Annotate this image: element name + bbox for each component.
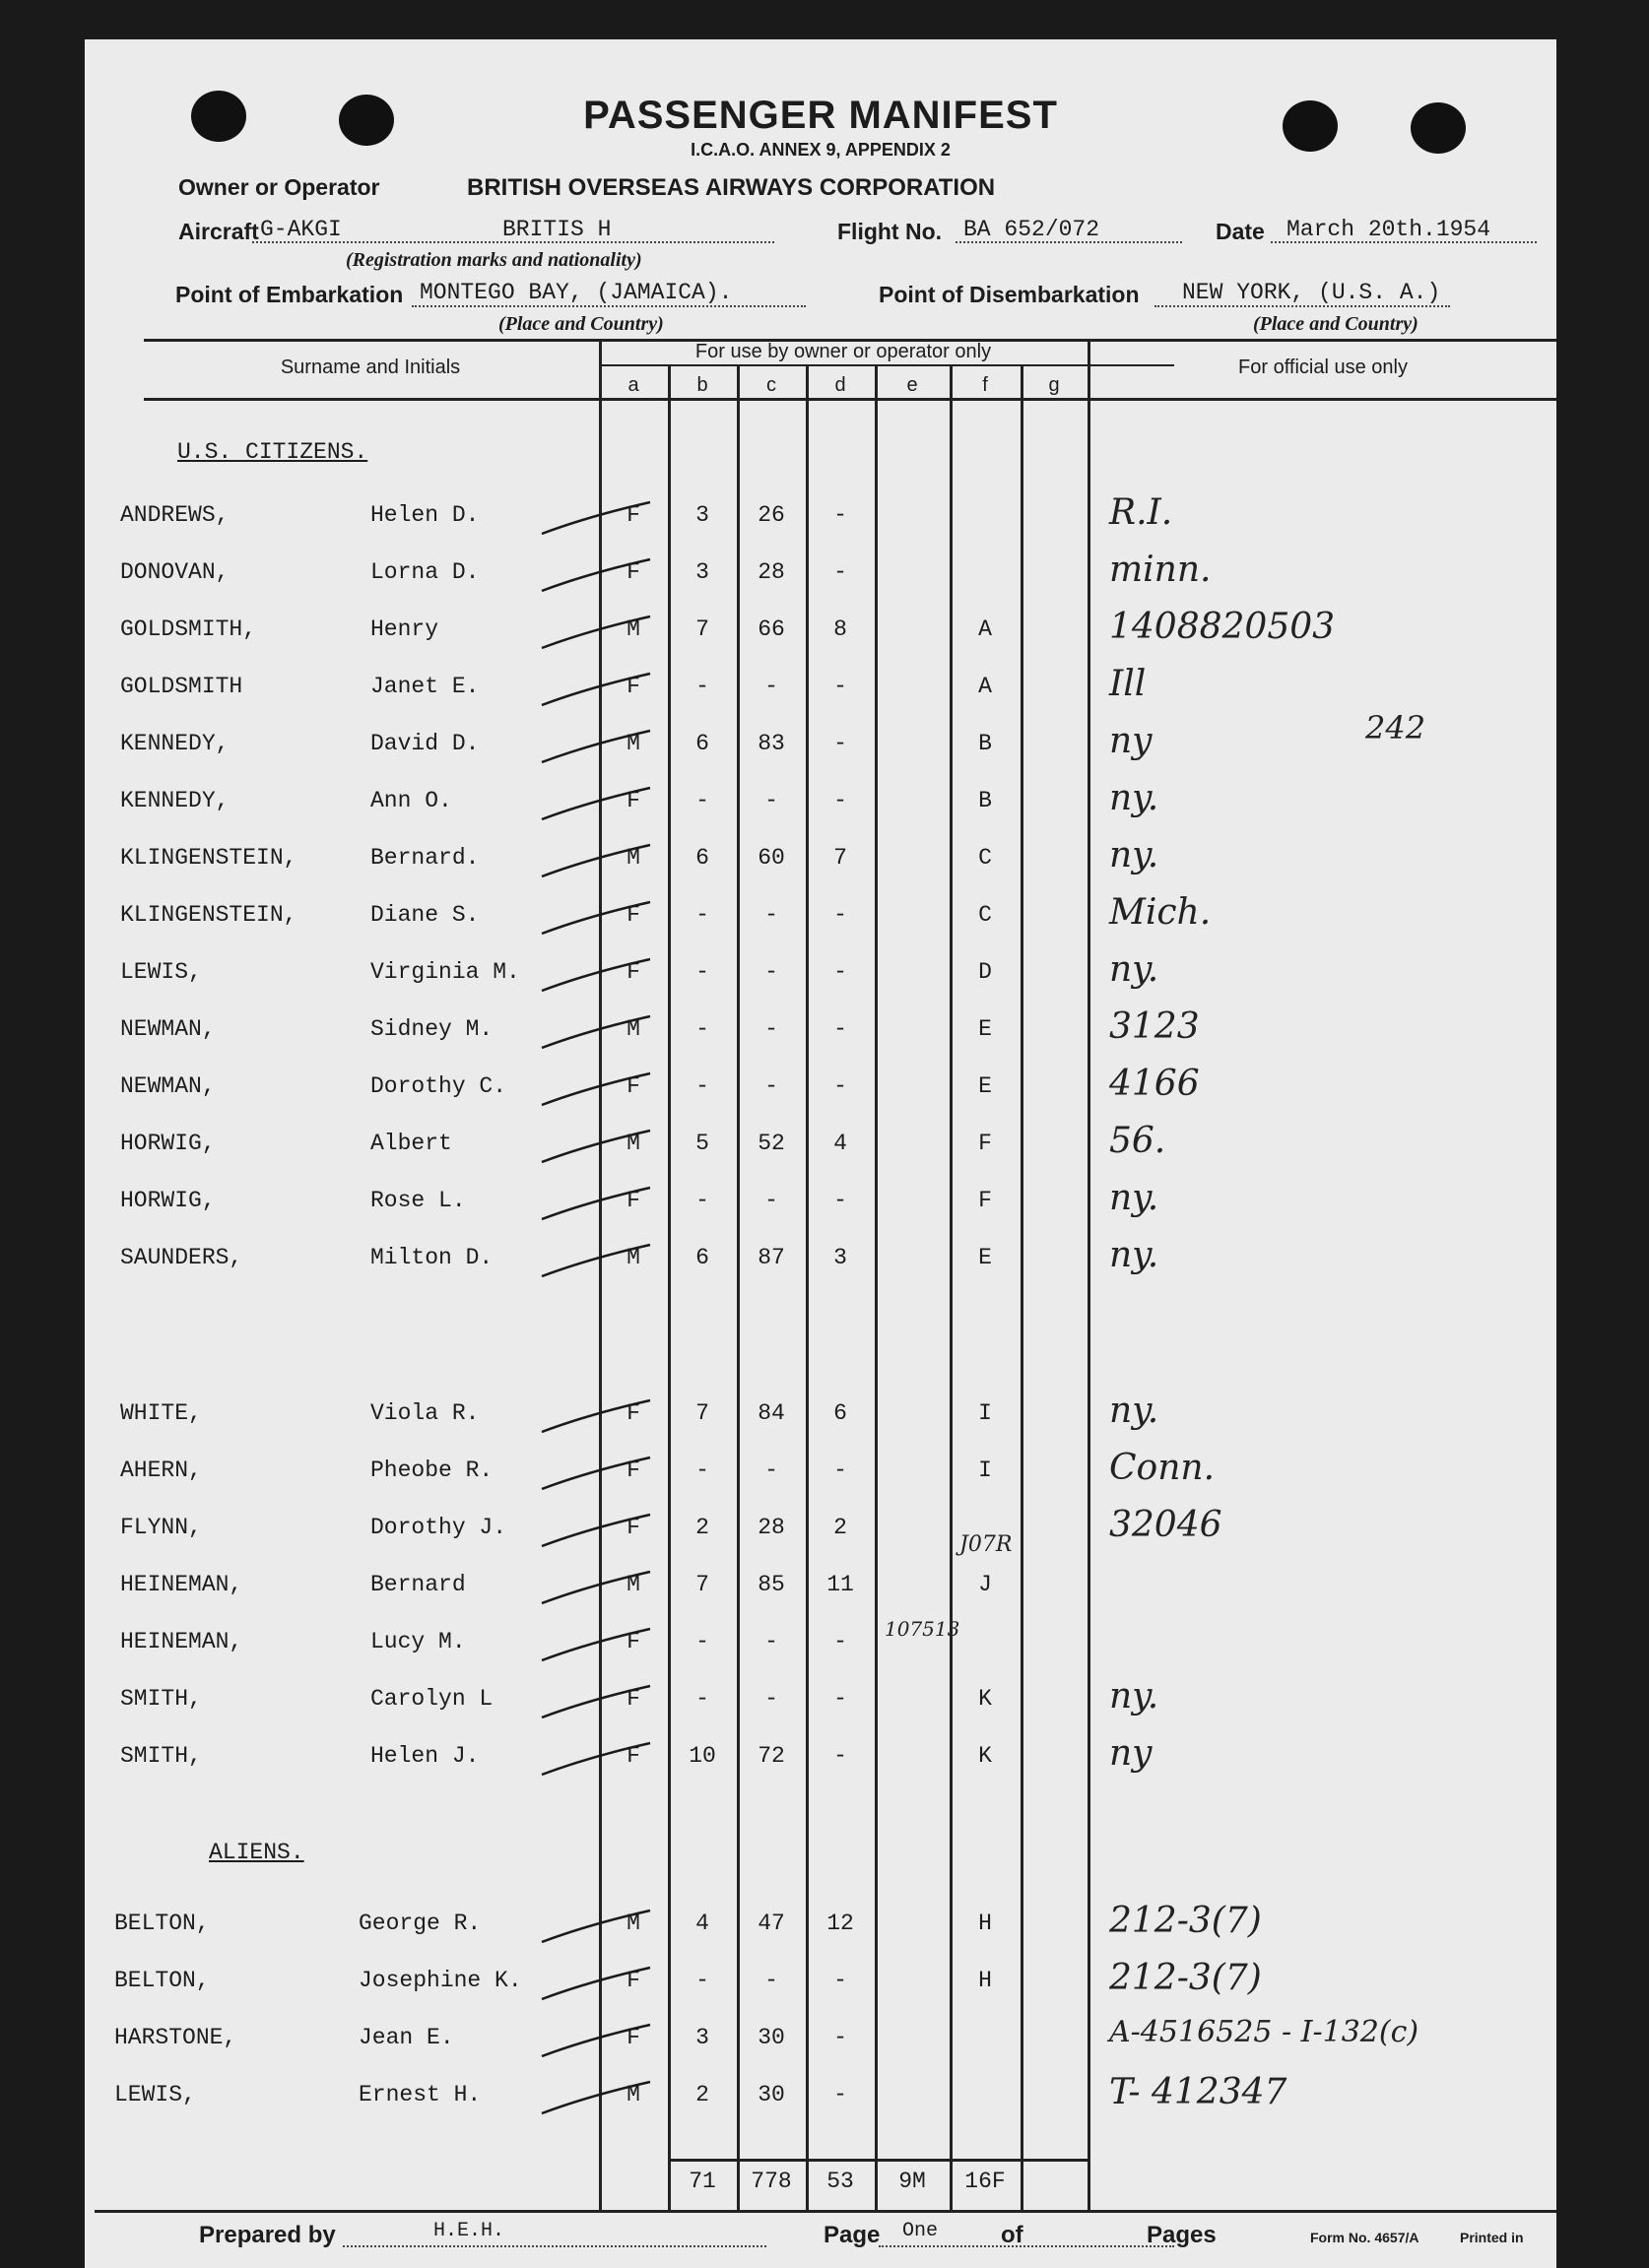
passenger-col-d: - (833, 674, 847, 699)
passenger-given-name: Henry (370, 616, 439, 642)
registration-note: (Registration marks and nationality) (346, 249, 642, 271)
passenger-surname: KLINGENSTEIN, (120, 902, 297, 928)
passenger-col-c: 28 (758, 559, 785, 585)
check-mark-icon (540, 1682, 658, 1721)
pages-label: Pages (1147, 2222, 1217, 2248)
check-mark-icon (540, 784, 658, 823)
passenger-col-f: E (978, 1245, 992, 1270)
check-mark-icon (540, 2021, 658, 2060)
passenger-col-c: 83 (758, 731, 785, 756)
passenger-col-b: - (695, 1629, 709, 1654)
aircraft-value: G-AKGI (260, 217, 342, 242)
official-note: Conn. (1109, 1448, 1216, 1488)
official-note: 212-3(7) (1109, 1901, 1262, 1941)
passenger-col-b: - (695, 959, 709, 985)
passenger-surname: BELTON, (114, 1968, 210, 1993)
prepared-by-value: H.E.H. (433, 2220, 505, 2242)
passenger-col-d: 11 (826, 1572, 854, 1597)
passenger-col-f: K (978, 1686, 992, 1712)
passenger-surname: HORWIG, (120, 1188, 216, 1213)
passenger-col-c: 72 (758, 1743, 785, 1769)
passenger-col-b: - (695, 1686, 709, 1712)
passenger-col-c: 60 (758, 845, 785, 871)
page-label: Page (824, 2222, 881, 2248)
passenger-given-name: Sidney M. (370, 1016, 494, 1042)
passenger-col-sex: F (627, 959, 640, 985)
passenger-surname: DONOVAN, (120, 559, 230, 585)
passenger-col-d: - (833, 959, 847, 985)
col-header-e: e (906, 374, 918, 396)
col-line-g (1021, 364, 1023, 2210)
official-note: 32046 (1109, 1505, 1222, 1545)
col-header-g: g (1048, 374, 1060, 396)
check-mark-icon (540, 1964, 658, 2003)
total-b: 71 (689, 2169, 716, 2194)
passenger-col-b: - (695, 1073, 709, 1099)
section-aliens: ALIENS. (209, 1840, 304, 1865)
passenger-col-b: 5 (695, 1131, 709, 1156)
passenger-col-c: - (764, 788, 778, 813)
passenger-col-c: 84 (758, 1400, 785, 1426)
passenger-col-f: K (978, 1743, 992, 1769)
col-header-a: a (627, 374, 639, 396)
passenger-given-name: Dorothy J. (370, 1515, 507, 1540)
passenger-col-c: - (764, 1073, 778, 1099)
passenger-col-c: - (764, 959, 778, 985)
passenger-surname: SMITH, (120, 1743, 202, 1769)
check-mark-icon (540, 1012, 658, 1052)
passenger-col-sex: F (627, 788, 640, 813)
passenger-col-d: - (833, 1743, 847, 1769)
owner-label: Owner or Operator (178, 174, 380, 200)
passenger-col-d: - (833, 1458, 847, 1483)
passenger-col-c: 26 (758, 502, 785, 528)
passenger-col-sex: M (627, 1016, 640, 1042)
owner-value: BRITISH OVERSEAS AIRWAYS CORPORATION (467, 174, 996, 201)
passenger-col-b: 7 (695, 1400, 709, 1426)
official-note: Mich. (1109, 892, 1212, 933)
passenger-col-c: 87 (758, 1245, 785, 1270)
passenger-col-sex: M (627, 1245, 640, 1270)
passenger-col-b: 3 (695, 2025, 709, 2050)
passenger-surname: HEINEMAN, (120, 1572, 243, 1597)
passenger-col-f: I (978, 1400, 992, 1426)
passenger-given-name: Virginia M. (370, 959, 520, 985)
passenger-col-b: 6 (695, 731, 709, 756)
official-note: ny. (1109, 1235, 1159, 1275)
check-mark-icon (540, 1184, 658, 1223)
passenger-given-name: Ernest H. (359, 2082, 482, 2107)
passenger-given-name: Helen J. (370, 1743, 480, 1769)
passenger-col-sex: M (627, 1131, 640, 1156)
passenger-col-c: - (764, 1686, 778, 1712)
passenger-col-c: - (764, 1458, 778, 1483)
passenger-surname: SAUNDERS, (120, 1245, 243, 1270)
check-mark-icon (540, 1568, 658, 1607)
passenger-col-c: 28 (758, 1515, 785, 1540)
official-note: 212-3(7) (1109, 1958, 1262, 1998)
passenger-col-f: A (978, 616, 992, 642)
passenger-col-d: 6 (833, 1400, 847, 1426)
passenger-given-name: George R. (359, 1911, 482, 1936)
prepared-by-dotline (343, 2245, 766, 2247)
passenger-surname: KENNEDY, (120, 788, 230, 813)
passenger-col-c: 52 (758, 1131, 785, 1156)
passenger-surname: HEINEMAN, (120, 1629, 243, 1654)
passenger-col-sex: F (627, 1400, 640, 1426)
passenger-col-b: - (695, 674, 709, 699)
passenger-given-name: Viola R. (370, 1400, 480, 1426)
page-dotline (879, 2245, 1174, 2247)
passenger-col-sex: F (627, 2025, 640, 2050)
passenger-col-f: I (978, 1458, 992, 1483)
owner-use-header: For use by owner or operator only (694, 341, 992, 362)
check-mark-icon (540, 898, 658, 938)
check-mark-icon (540, 955, 658, 995)
official-note: ny (1109, 721, 1153, 761)
official-note: ny. (1109, 835, 1159, 875)
passenger-col-c: 30 (758, 2082, 785, 2107)
passenger-given-name: Pheobe R. (370, 1458, 494, 1483)
section-us-citizens: U.S. CITIZENS. (177, 439, 368, 465)
passenger-col-d: - (833, 2082, 847, 2107)
passenger-col-d: 8 (833, 616, 847, 642)
passenger-col-f: C (978, 845, 992, 871)
embarkation-label: Point of Embarkation (175, 282, 404, 307)
passenger-col-d: - (833, 1016, 847, 1042)
official-note: minn. (1109, 550, 1212, 590)
passenger-col-b: 3 (695, 559, 709, 585)
disembarkation-dotline (1154, 305, 1450, 307)
disembarkation-label: Point of Disembarkation (879, 282, 1140, 307)
passenger-col-d: - (833, 559, 847, 585)
passenger-col-b: 4 (695, 1911, 709, 1936)
table-bottom-rule (95, 2210, 1556, 2213)
passenger-col-d: 4 (833, 1131, 847, 1156)
flight-value: BA 652/072 (963, 217, 1100, 242)
passenger-col-b: 3 (695, 502, 709, 528)
passenger-col-f: H (978, 1911, 992, 1936)
passenger-surname: NEWMAN, (120, 1016, 216, 1042)
official-note: 56. (1109, 1121, 1166, 1161)
passenger-surname: SMITH, (120, 1686, 202, 1712)
check-mark-icon (540, 1241, 658, 1280)
check-mark-icon (540, 1396, 658, 1436)
passenger-given-name: Carolyn L (370, 1686, 494, 1712)
passenger-surname: GOLDSMITH (120, 674, 243, 699)
passenger-col-b: - (695, 1188, 709, 1213)
col-header-b: b (696, 374, 708, 396)
passenger-col-sex: M (627, 731, 640, 756)
form-subtitle: I.C.A.O. ANNEX 9, APPENDIX 2 (691, 140, 951, 160)
official-note: ny (1109, 1733, 1153, 1774)
passenger-given-name: Ann O. (370, 788, 452, 813)
passenger-col-b: - (695, 902, 709, 928)
passenger-col-sex: M (627, 2082, 640, 2107)
passenger-col-d: - (833, 1073, 847, 1099)
passenger-col-c: 85 (758, 1572, 785, 1597)
passenger-col-f: H (978, 1968, 992, 1993)
official-note: 3123 (1109, 1006, 1200, 1047)
passenger-col-sex: F (627, 674, 640, 699)
date-label: Date (1216, 219, 1265, 244)
passenger-surname: BELTON, (114, 1911, 210, 1936)
passenger-given-name: David D. (370, 731, 480, 756)
passenger-given-name: Bernard. (370, 845, 480, 871)
passenger-given-name: Josephine K. (359, 1968, 522, 1993)
passenger-given-name: Lucy M. (370, 1629, 466, 1654)
passenger-col-f: E (978, 1073, 992, 1099)
passenger-col-sex: F (627, 1458, 640, 1483)
aircraft-label: Aircraft (178, 219, 259, 244)
passenger-col-c: - (764, 1968, 778, 1993)
passenger-surname: NEWMAN, (120, 1073, 216, 1099)
passenger-col-d: - (833, 1629, 847, 1654)
totals-rule (668, 2159, 1088, 2162)
passenger-col-c: - (764, 1188, 778, 1213)
passenger-col-sex: F (627, 559, 640, 585)
passenger-given-name: Jean E. (359, 2025, 454, 2050)
passenger-col-sex: F (627, 1968, 640, 1993)
check-mark-icon (540, 1454, 658, 1493)
passenger-col-c: 66 (758, 616, 785, 642)
official-note: A-4516525 - I-132(c) (1109, 2015, 1419, 2049)
passenger-col-f: E (978, 1016, 992, 1042)
passenger-col-f: D (978, 959, 992, 985)
manifest-sheet (85, 39, 1556, 2268)
prepared-by-label: Prepared by (199, 2222, 336, 2248)
passenger-col-f: F (978, 1131, 992, 1156)
passenger-surname: LEWIS, (114, 2082, 196, 2107)
total-c: 778 (751, 2169, 792, 2194)
embarkation-dotline (412, 305, 806, 307)
official-note: ny. (1109, 1676, 1159, 1717)
passenger-col-f: F (978, 1188, 992, 1213)
passenger-col-d: - (833, 902, 847, 928)
official-note: 1408820503 (1109, 607, 1336, 647)
check-mark-icon (540, 555, 658, 595)
col-header-c: c (766, 374, 776, 396)
check-mark-icon (540, 1511, 658, 1550)
check-mark-icon (540, 498, 658, 538)
check-mark-icon (540, 2078, 658, 2117)
margin-note-heineman-f: J07R (959, 1532, 1013, 1557)
passenger-col-b: 2 (695, 2082, 709, 2107)
passenger-col-sex: F (627, 1629, 640, 1654)
passenger-col-d: 2 (833, 1515, 847, 1540)
official-note: ny. (1109, 949, 1159, 990)
passenger-col-d: 3 (833, 1245, 847, 1270)
passenger-col-b: 7 (695, 1572, 709, 1597)
passenger-surname: HORWIG, (120, 1131, 216, 1156)
passenger-col-d: - (833, 2025, 847, 2050)
passenger-col-sex: F (627, 502, 640, 528)
col-header-d: d (834, 374, 846, 396)
passenger-col-d: 7 (833, 845, 847, 871)
passenger-col-f: J (978, 1572, 992, 1597)
official-note: R.I. (1109, 492, 1173, 533)
passenger-col-b: 2 (695, 1515, 709, 1540)
form-title: PASSENGER MANIFEST (583, 94, 1058, 137)
passenger-col-b: - (695, 788, 709, 813)
passenger-surname: ANDREWS, (120, 502, 230, 528)
official-use-header: For official use only (1238, 356, 1408, 378)
check-mark-icon (540, 841, 658, 880)
passenger-given-name: Dorothy C. (370, 1073, 507, 1099)
passenger-surname: LEWIS, (120, 959, 202, 985)
passenger-col-c: - (764, 902, 778, 928)
check-mark-icon (540, 1069, 658, 1109)
passenger-col-sex: F (627, 1743, 640, 1769)
passenger-col-b: 6 (695, 1245, 709, 1270)
place-note-right: (Place and Country) (1253, 313, 1418, 335)
disembarkation-value: NEW YORK, (U.S. A.) (1182, 280, 1441, 305)
of-label: of (1001, 2222, 1023, 2248)
date-value: March 20th.1954 (1286, 217, 1491, 242)
margin-count: 242 (1365, 709, 1426, 746)
passenger-col-c: 30 (758, 2025, 785, 2050)
passenger-given-name: Diane S. (370, 902, 480, 928)
passenger-col-f: B (978, 788, 992, 813)
passenger-surname: GOLDSMITH, (120, 616, 257, 642)
passenger-col-f: C (978, 902, 992, 928)
official-note: 4166 (1109, 1064, 1200, 1104)
table-header-rule (144, 398, 1556, 401)
passenger-surname: WHITE, (120, 1400, 202, 1426)
official-note: ny. (1109, 1178, 1159, 1218)
official-note: ny. (1109, 1391, 1159, 1431)
passenger-surname: KENNEDY, (120, 731, 230, 756)
passenger-col-b: - (695, 1458, 709, 1483)
passenger-col-sex: M (627, 616, 640, 642)
passenger-surname: FLYNN, (120, 1515, 202, 1540)
passenger-col-b: - (695, 1968, 709, 1993)
margin-note-heineman-e: 107513 (885, 1617, 960, 1641)
passenger-col-f: A (978, 674, 992, 699)
check-mark-icon (540, 1907, 658, 1946)
passenger-col-d: 12 (826, 1911, 854, 1936)
passenger-given-name: Albert (370, 1131, 452, 1156)
passenger-col-d: - (833, 1188, 847, 1213)
passenger-col-d: - (833, 1686, 847, 1712)
nationality-value: BRITIS H (502, 217, 612, 242)
check-mark-icon (540, 670, 658, 709)
passenger-col-c: - (764, 1016, 778, 1042)
flight-label: Flight No. (837, 219, 943, 244)
passenger-surname: HARSTONE, (114, 2025, 237, 2050)
passenger-given-name: Helen D. (370, 502, 480, 528)
passenger-col-d: - (833, 731, 847, 756)
passenger-col-b: 7 (695, 616, 709, 642)
passenger-surname: KLINGENSTEIN, (120, 845, 297, 871)
surname-header: Surname and Initials (280, 356, 461, 378)
passenger-surname: AHERN, (120, 1458, 202, 1483)
passenger-given-name: Bernard (370, 1572, 466, 1597)
col-line-official (1088, 339, 1090, 2210)
passenger-col-sex: F (627, 1073, 640, 1099)
passenger-col-c: - (764, 674, 778, 699)
passenger-col-sex: F (627, 1188, 640, 1213)
official-note: ny. (1109, 778, 1159, 818)
passenger-col-sex: F (627, 902, 640, 928)
printed-in: Printed in (1460, 2230, 1524, 2245)
passenger-col-c: 47 (758, 1911, 785, 1936)
page-value: One (902, 2220, 939, 2242)
passenger-given-name: Milton D. (370, 1245, 494, 1270)
passenger-col-sex: F (627, 1515, 640, 1540)
passenger-given-name: Janet E. (370, 674, 480, 699)
passenger-given-name: Lorna D. (370, 559, 480, 585)
passenger-col-c: - (764, 1629, 778, 1654)
passenger-col-d: - (833, 788, 847, 813)
passenger-col-d: - (833, 502, 847, 528)
check-mark-icon (540, 1625, 658, 1664)
check-mark-icon (540, 1127, 658, 1166)
col-line-e (875, 364, 878, 2210)
total-d: 53 (826, 2169, 854, 2194)
passenger-col-b: 6 (695, 845, 709, 871)
place-note-left: (Place and Country) (498, 313, 664, 335)
passenger-given-name: Rose L. (370, 1188, 466, 1213)
check-mark-icon (540, 1739, 658, 1779)
check-mark-icon (540, 613, 658, 652)
total-e: 9M (898, 2169, 926, 2194)
col-header-f: f (982, 374, 988, 396)
passenger-col-sex: F (627, 1686, 640, 1712)
passenger-col-f: B (978, 731, 992, 756)
passenger-col-sex: M (627, 1572, 640, 1597)
official-note: T- 412347 (1109, 2072, 1287, 2112)
passenger-col-b: - (695, 1016, 709, 1042)
form-number: Form No. 4657/A (1310, 2230, 1419, 2245)
check-mark-icon (540, 727, 658, 766)
embarkation-value: MONTEGO BAY, (JAMAICA). (420, 280, 733, 305)
passenger-col-b: 10 (689, 1743, 716, 1769)
passenger-col-sex: M (627, 1911, 640, 1936)
passenger-col-sex: M (627, 845, 640, 871)
total-f: 16F (964, 2169, 1006, 2194)
official-note: Ill (1109, 664, 1147, 704)
passenger-col-d: - (833, 1968, 847, 1993)
